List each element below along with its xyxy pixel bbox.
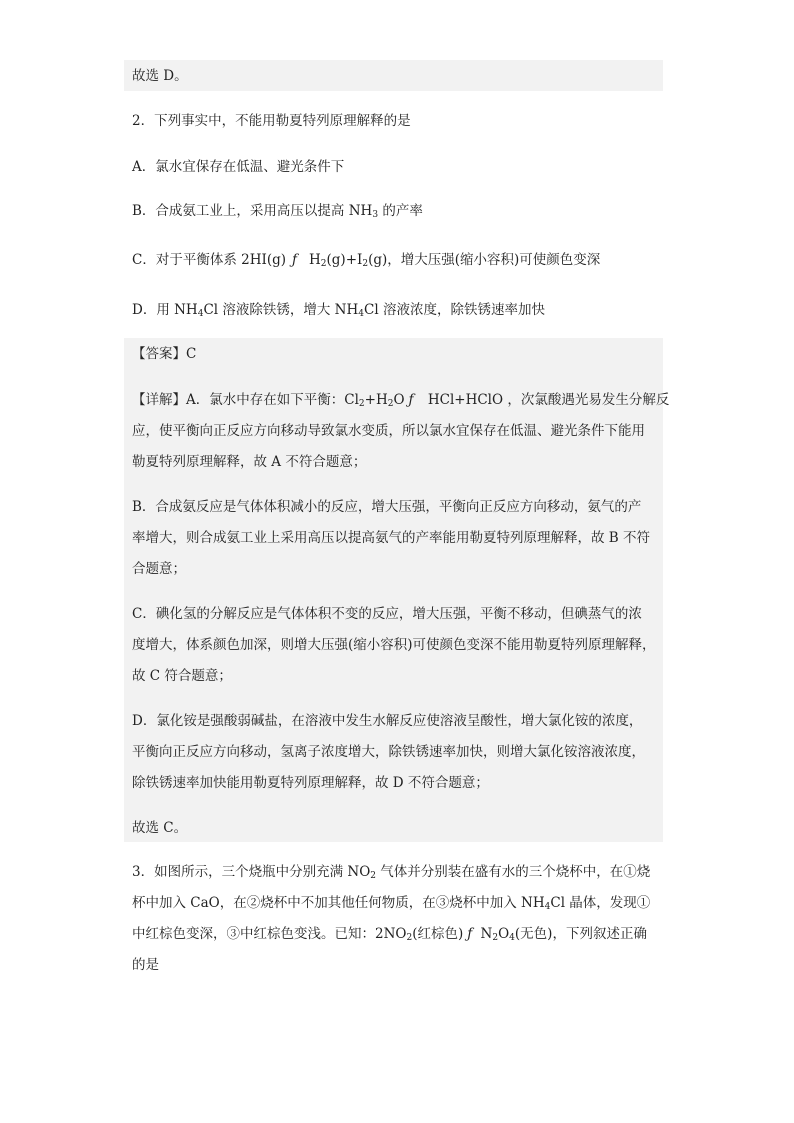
question-3-line-4: 的是 — [132, 957, 159, 973]
option-b-text-end: 的产率 — [378, 203, 423, 219]
prev-conclusion: 故选 D。 — [132, 68, 188, 84]
detail-d-line-2: 平衡向正反应方向移动，氢离子浓度增大，除铁锈速率加快，则增大氯化铵溶液浓度， — [132, 744, 645, 760]
detail-subscript-2: 2 — [387, 399, 394, 409]
option-b-subscript: 3 — [372, 210, 379, 220]
question-2-stem: 2．下列事实中，不能用勒夏特列原理解释的是 — [132, 113, 411, 129]
option-d-text-3: Cl 溶液浓度，除铁锈速率加快 — [364, 302, 545, 318]
question-3-line-1 — [132, 862, 650, 882]
detail-b-line-3: 合题意； — [132, 561, 186, 577]
q3-text-5: 中红棕色变深，③中红棕色变浅。已知：2NO — [132, 926, 407, 942]
question-3-line-3 — [132, 924, 647, 944]
equilibrium-symbol: ƒ — [467, 926, 473, 942]
option-b-text: B．合成氨工业上，采用高压以提高 NH — [132, 203, 373, 219]
option-c-subscript-2: 2 — [362, 259, 369, 269]
detail-c-line-3: 故 C 符合题意； — [132, 668, 232, 684]
option-d-text-2: Cl 溶液除铁锈，增大 NH — [203, 302, 359, 318]
answer-label: 【答案】C — [132, 346, 197, 362]
option-c-mid: (g)+I — [326, 252, 363, 268]
detail-line-1 — [132, 390, 669, 410]
q3-subscript-3: 2 — [406, 933, 413, 943]
option-c-text-end: (g)，增大压强(缩小容积)可使颜色变深 — [368, 252, 601, 268]
q3-subscript-4: 2 — [492, 933, 499, 943]
answer-conclusion: 故选 C。 — [132, 820, 188, 836]
q3-text-7: N — [476, 926, 493, 942]
equilibrium-symbol: ƒ — [292, 252, 297, 268]
q3-subscript-2: 4 — [544, 902, 551, 912]
detail-line-3: 勒夏特列原理解释，故 A 不符合题意； — [132, 454, 367, 470]
option-c-subscript-1: 2 — [320, 259, 327, 269]
option-a: A．氯水宜保存在低温、避光条件下 — [132, 159, 345, 175]
detail-text-1: 【详解】A．氯水中存在如下平衡：Cl — [132, 392, 359, 408]
question-3-line-2 — [132, 893, 650, 913]
option-c-text: C．对于平衡体系 2HI(g) — [132, 252, 286, 268]
q3-text-2: 气体并分别装在盛有水的三个烧杯中，在①烧 — [376, 864, 651, 880]
detail-c-line-1: C．碘化氢的分解反应是气体体积不变的反应，增大压强，平衡不移动，但碘蒸气的浓 — [132, 606, 642, 622]
detail-subscript-1: 2 — [358, 399, 365, 409]
detail-b-line-2: 率增大，则合成氨工业上采用高压以提高氨气的产率能用勒夏特列原理解释，故 B 不符 — [132, 530, 651, 546]
answer-shade-top — [124, 60, 663, 91]
detail-d-line-3: 除铁锈速率加快能用勒夏特列原理解释，故 D 不符合题意； — [132, 775, 489, 791]
option-b — [132, 201, 423, 221]
q3-text-8: O — [498, 926, 510, 942]
q3-text-6: (红棕色) — [412, 926, 464, 942]
q3-text-4: Cl 晶体，发现① — [550, 895, 651, 911]
q3-text-3: 杯中加入 CaO，在②烧杯中不加其他任何物质，在③烧杯中加入 NH — [132, 895, 545, 911]
detail-text-2: +H — [364, 392, 388, 408]
q3-text-1: 3．如图所示，三个烧瓶中分别充满 NO — [132, 864, 371, 880]
option-d-subscript-1: 4 — [197, 309, 204, 319]
q3-text-9: (无色)，下列叙述正确 — [514, 926, 647, 942]
option-d — [132, 300, 545, 320]
detail-text-4: HCl+HClO ，次氯酸遇光易发生分解反 — [423, 392, 670, 408]
equilibrium-symbol: ƒ — [408, 392, 414, 408]
detail-text-3: O — [393, 392, 405, 408]
q3-subscript-1: 2 — [370, 871, 376, 881]
detail-b-line-1: B．合成氨反应是气体体积减小的反应，增大压强，平衡向正反应方向移动，氨气的产 — [132, 499, 642, 515]
answer-shade — [124, 338, 663, 842]
option-c — [132, 250, 600, 270]
detail-d-line-1: D．氯化铵是强酸弱碱盐，在溶液中发生水解反应使溶液呈酸性，增大氯化铵的浓度， — [132, 713, 643, 729]
option-c-h: H — [309, 252, 321, 268]
option-d-subscript-2: 4 — [358, 309, 364, 319]
detail-line-2: 应，使平衡向正反应方向移动导致氯水变质，所以氯水宜保存在低温、避光条件下能用 — [132, 423, 645, 439]
option-d-text-1: D．用 NH — [132, 302, 198, 318]
detail-c-line-2: 度增大，体系颜色加深，则增大压强(缩小容积)可使颜色变深不能用勒夏特列原理解释， — [132, 637, 656, 653]
q3-subscript-5: 4 — [509, 933, 515, 943]
